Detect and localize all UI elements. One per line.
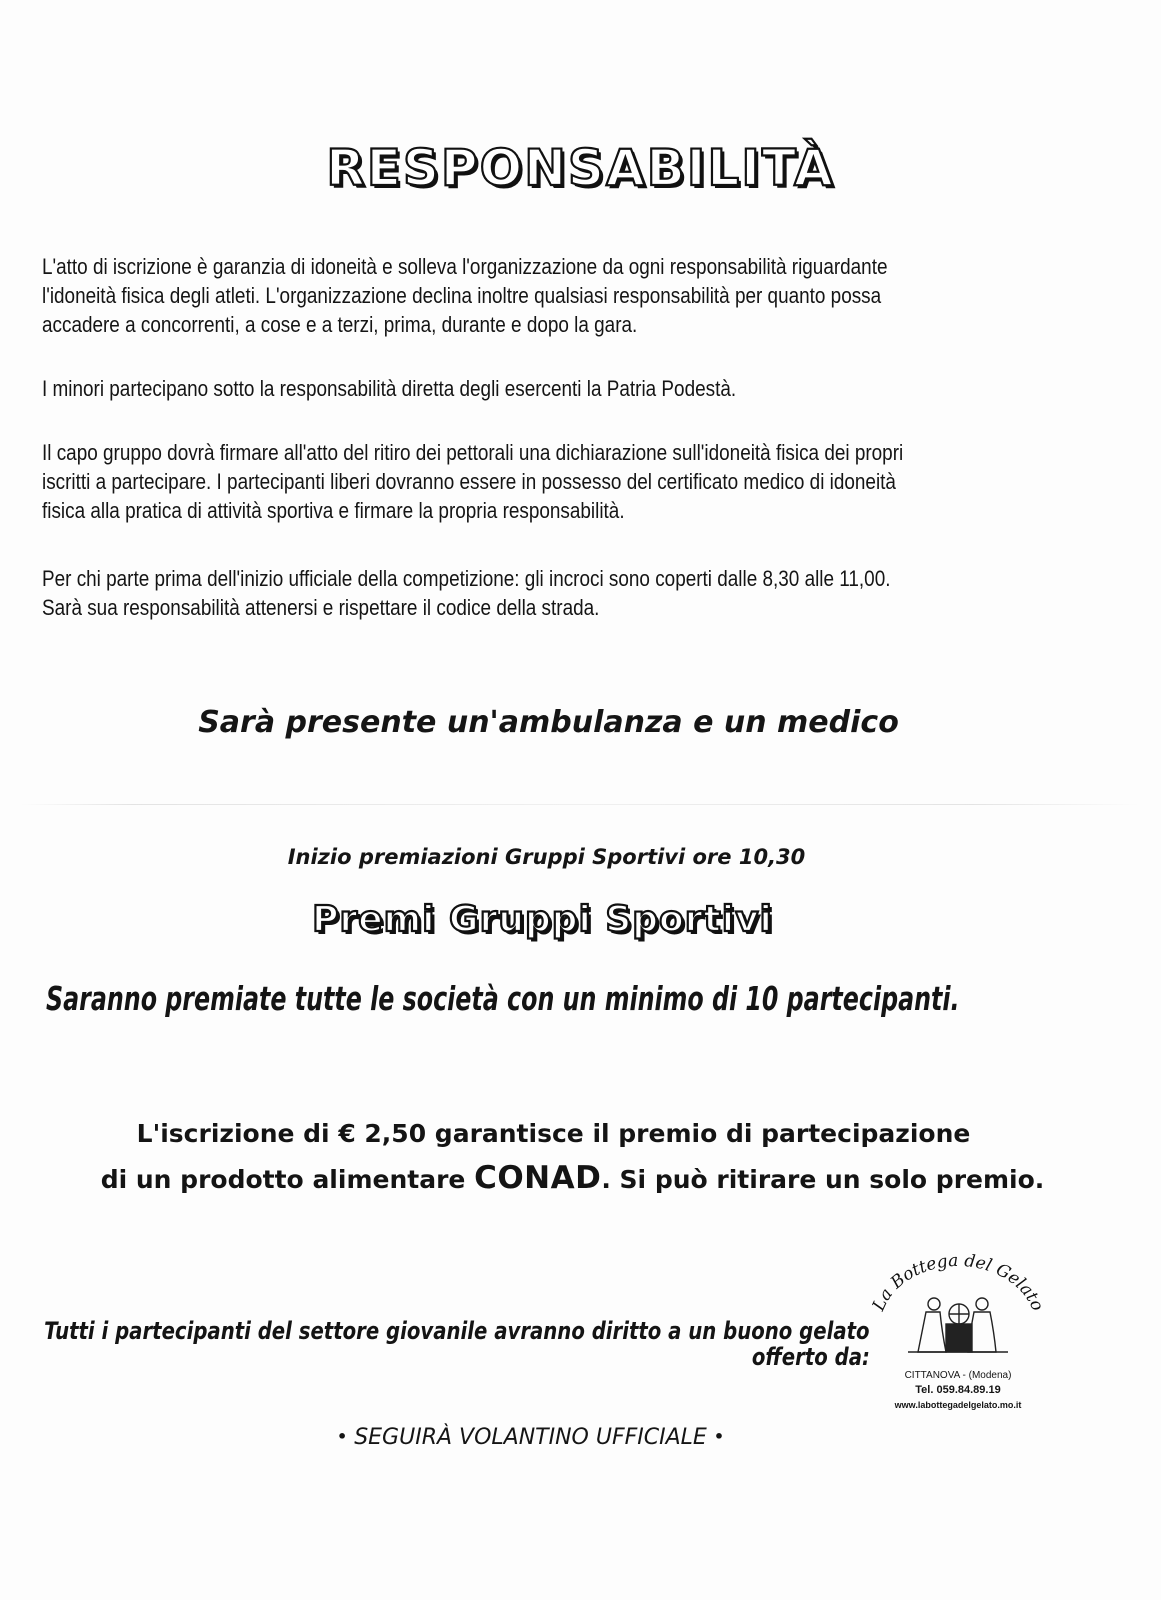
page-title: RESPONSABILITÀ: [326, 139, 835, 197]
sponsor-city: CITTANOVA - (Modena): [904, 1370, 1012, 1381]
sponsor-logo: [868, 1252, 1048, 1362]
paragraph-early-start: [42, 564, 936, 622]
ambulance-notice: Sarà presente un'ambulanza e un medico: [198, 705, 899, 740]
sponsor-website: www.labottegadelgelato.mo.it: [894, 1400, 1022, 1410]
awards-title: Premi Gruppi Sportivi: [312, 899, 773, 940]
sponsor-phone: Tel. 059.84.89.19: [915, 1384, 1001, 1396]
sponsor-logo-script: [868, 1252, 1047, 1315]
paragraph-group-leader: [42, 438, 936, 525]
paragraph-line: I minori partecipano sotto la responsabilità diretta degli esercenti la Patria Podestà.: [42, 376, 737, 401]
footer-text: SEGUIRÀ VOLANTINO UFFICIALE: [354, 1425, 707, 1450]
fee-line-2: [0, 1158, 1153, 1200]
paragraph-line: Sarà sua responsabilità attenersi e rispettare il codice della strada.: [42, 595, 600, 620]
paragraph-line: l'idoneità fisica degli atleti. L'organizzazione declina inoltre qualsiasi responsabilità per quanto possa: [42, 283, 882, 308]
sponsor-name: La Bottega del Gelato: [868, 1252, 1048, 1314]
gelato-voucher-line-1: Tutti i partecipanti del settore giovanile avranno diritto a un buono gelato: [44, 1317, 870, 1345]
paragraph-line: fisica alla pratica di attività sportiva e firmare la propria responsabilità.: [42, 498, 625, 523]
bullet-icon: •: [336, 1427, 348, 1446]
paragraph-line: L'atto di iscrizione è garanzia di idoneità e solleva l'organizzazione da ogni responsabilità riguardante: [42, 254, 888, 279]
paragraph-minors: [42, 374, 936, 403]
brand-name: CONAD: [474, 1160, 602, 1196]
gelato-voucher-line-2: offerto da:: [752, 1343, 870, 1371]
paragraph-liability: [42, 252, 936, 339]
fee-text-after: . Si può ritirare un solo premio.: [601, 1165, 1045, 1194]
fold-divider: [20, 804, 1140, 805]
awards-note: Saranno premiate tutte le società con un minimo di 10 partecipanti.: [46, 979, 960, 1018]
fee-text-before: di un prodotto alimentare: [100, 1165, 475, 1194]
fee-line-1: L'iscrizione di € 2,50 garantisce il premio di partecipazione: [136, 1119, 971, 1148]
awards-start-time: Inizio premiazioni Gruppi Sportivi ore 10,30: [287, 845, 806, 869]
paragraph-line: iscritti a partecipare. I partecipanti liberi dovranno essere in possesso del certificato medico di idoneità: [42, 469, 896, 494]
paragraph-line: Per chi parte prima dell'inizio ufficiale della competizione: gli incroci sono coperti dalle 8,30 alle 11,00.: [42, 566, 891, 591]
paragraph-line: Il capo gruppo dovrà firmare all'atto del ritiro dei pettorali una dichiarazione sull'idoneità fisica dei propri: [42, 440, 904, 465]
gelato-makers-illustration: [908, 1298, 1008, 1352]
paragraph-line: accadere a concorrenti, a cose e a terzi, prima, durante e dopo la gara.: [42, 312, 638, 337]
bullet-icon: •: [713, 1427, 725, 1446]
footer-note: [0, 1422, 1111, 1453]
